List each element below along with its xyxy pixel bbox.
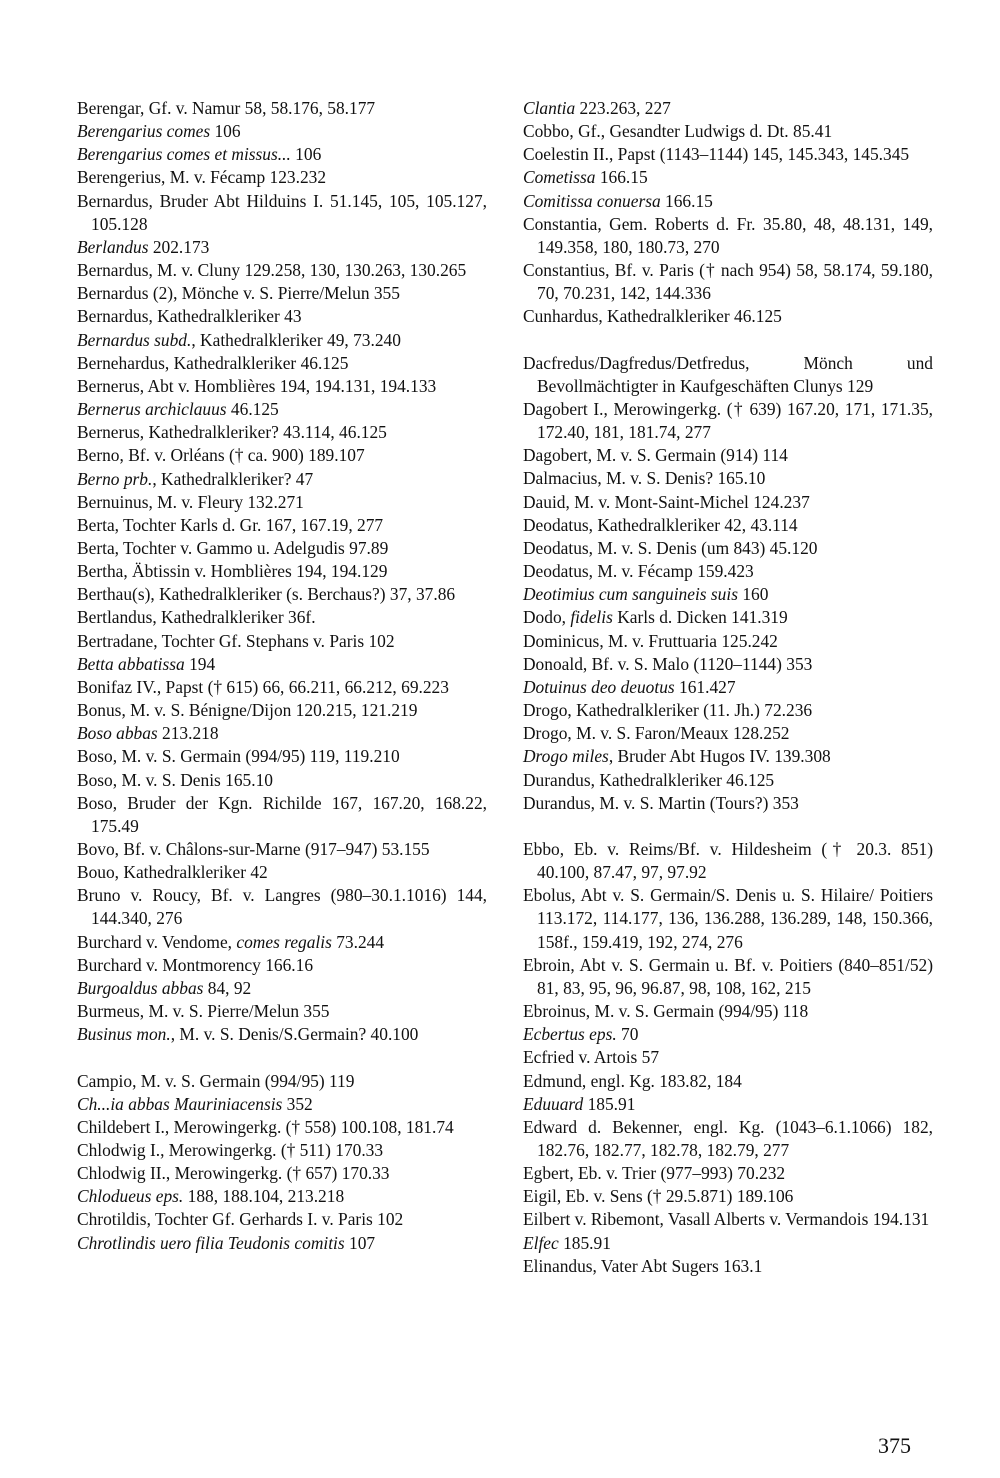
entry-text: Bernehardus, Kathedralkleriker 46.125 <box>77 352 349 373</box>
index-entry <box>523 745 933 768</box>
entry-italic-text: Berlandus <box>77 236 149 257</box>
entry-italic-text: Betta abbatissa <box>77 653 185 674</box>
entry-italic-text: Elfec <box>523 1232 559 1253</box>
index-entry <box>77 491 487 514</box>
entry-text: Burchard v. Montmorency 166.16 <box>77 954 314 975</box>
index-entry <box>523 630 933 653</box>
entry-text: Bernardus, Kathedralkleriker 43 <box>77 306 302 327</box>
entry-text: Bernardus, Bruder Abt Hilduins I. 51.145, 105, 105.127, 105.128 <box>77 190 487 234</box>
entry-text: Drogo, Kathedralkleriker (11. Jh.) 72.236 <box>523 700 813 721</box>
entry-text: Bernerus, Kathedralkleriker? 43.114, 46.125 <box>77 422 387 443</box>
index-entry <box>77 444 487 467</box>
entry-text: 352 <box>282 1093 313 1114</box>
index-entry <box>523 653 933 676</box>
index-entry <box>77 861 487 884</box>
entry-text: , M. v. S. Denis/S.Germain? 40.100 <box>170 1024 419 1045</box>
entry-text: , Kathedralkleriker 49, 73.240 <box>191 329 401 350</box>
index-entry <box>77 1093 487 1116</box>
entry-text: 223.263, 227 <box>575 98 671 118</box>
entry-text: 188, 188.104, 213.218 <box>183 1186 345 1207</box>
index-entry <box>77 977 487 1000</box>
index-entry <box>77 792 487 838</box>
entry-text: Boso, Bruder der Kgn. Richilde 167, 167.20, 168.22, 175.49 <box>77 792 487 836</box>
entry-text: Deodatus, M. v. Fécamp 159.423 <box>523 561 754 582</box>
index-entry <box>523 884 933 953</box>
index-entry <box>523 792 933 815</box>
index-entry <box>77 282 487 305</box>
entry-text: 46.125 <box>226 399 279 420</box>
entry-text: Bertha, Äbtissin v. Homblières 194, 194.129 <box>77 561 388 582</box>
entry-text: Burchard v. Vendome, <box>77 931 237 952</box>
index-entry <box>77 236 487 259</box>
entry-text: 185.91 <box>583 1093 636 1114</box>
page-number: 375 <box>878 1433 911 1458</box>
index-entry <box>77 120 487 143</box>
index-entry <box>77 931 487 954</box>
index-entry <box>77 1162 487 1185</box>
entry-text: Dagobert I., Merowingerkg. († 639) 167.20, 171, 171.35, 172.40, 181, 181.74, 277 <box>523 399 933 443</box>
entry-text: Bonifaz IV., Papst († 615) 66, 66.211, 66.212, 69.223 <box>77 676 449 697</box>
entry-text: Deodatus, Kathedralkleriker 42, 43.114 <box>523 514 798 535</box>
entry-text: 73.244 <box>331 931 385 952</box>
entry-text: Cunhardus, Kathedralkleriker 46.125 <box>523 306 782 327</box>
entry-italic-text: Comitissa conuersa <box>523 190 661 211</box>
index-entry <box>523 560 933 583</box>
entry-text: Ebolus, Abt v. S. Germain/S. Denis u. S. Hilaire/ Poitiers 113.172, 114.177, 136, 136.288, 136.289, 148, 150.366, 158f., 159.419, 192, 274, 276 <box>523 885 933 952</box>
entry-text: Chlodwig I., Merowingerkg. († 511) 170.33 <box>77 1140 384 1161</box>
entry-text: Berengar, Gf. v. Namur 58, 58.176, 58.177 <box>77 98 376 118</box>
index-entry <box>77 1023 487 1046</box>
index-entry <box>77 1070 487 1093</box>
index-entry <box>77 537 487 560</box>
entry-text: 166.15 <box>660 190 713 211</box>
index-entry <box>77 560 487 583</box>
index-entry <box>523 583 933 606</box>
entry-text: Bruno v. Roucy, Bf. v. Langres (980–30.1.1016) 144, 144.340, 276 <box>77 885 487 929</box>
entry-italic-text: Burgoaldus abbas <box>77 977 204 998</box>
entry-text: Ebroin, Abt v. S. Germain u. Bf. v. Poitiers (840–851/52) 81, 83, 95, 96, 96.87, 98, 108, 162, 215 <box>523 954 933 998</box>
entry-text: Dacfredus/Dagfredus/Detfredus, Mönch und Bevollmächtigter in Kaufgeschäften Clunys 129 <box>523 352 933 396</box>
index-entry <box>77 1232 487 1255</box>
entry-text: Berno, Bf. v. Orléans († ca. 900) 189.107 <box>77 445 365 466</box>
entry-text: Ebbo, Eb. v. Reims/Bf. v. Hildesheim († 20.3. 851) 40.100, 87.47, 97, 97.92 <box>523 838 933 883</box>
entry-text: Berengerius, M. v. Fécamp 123.232 <box>77 167 327 188</box>
index-entry <box>523 1162 933 1185</box>
entry-italic-text: Ch...ia abbas Mauriniacensis <box>77 1093 283 1114</box>
entry-text: 106 <box>210 121 241 142</box>
entry-text: Durandus, M. v. S. Martin (Tours?) 353 <box>523 792 799 813</box>
entry-text: 194 <box>184 653 216 674</box>
entry-text: Deodatus, M. v. S. Denis (um 843) 45.120 <box>523 537 818 558</box>
entry-text: Campio, M. v. S. Germain (994/95) 119 <box>77 1070 355 1091</box>
index-entry <box>77 699 487 722</box>
entry-text: Burmeus, M. v. S. Pierre/Melun 355 <box>77 1001 330 1022</box>
entry-text: Berta, Tochter v. Gammo u. Adelgudis 97.89 <box>77 537 389 558</box>
index-entry <box>77 722 487 745</box>
index-entry <box>523 305 933 328</box>
entry-text: Egbert, Eb. v. Trier (977–993) 70.232 <box>523 1163 786 1184</box>
entry-text: Coelestin II., Papst (1143–1144) 145, 145.343, 145.345 <box>523 144 910 165</box>
entry-text: 161.427 <box>674 676 736 697</box>
entry-text: 213.218 <box>157 723 219 744</box>
entry-text: 70 <box>616 1024 639 1045</box>
entry-text: Dodo, <box>523 607 571 628</box>
index-entry <box>77 769 487 792</box>
entry-text: Bovo, Bf. v. Châlons-sur-Marne (917–947) 53.155 <box>77 839 430 859</box>
entry-italic-text: fidelis <box>570 607 613 628</box>
entry-text: Eilbert v. Ribemont, Vasall Alberts v. Vermandois 194.131 <box>523 1209 930 1230</box>
entry-italic-text: Chlodueus eps. <box>77 1186 184 1207</box>
entry-text: 107 <box>344 1232 376 1253</box>
index-entry <box>523 1023 933 1046</box>
entry-text: Boso, M. v. S. Germain (994/95) 119, 119.210 <box>77 746 400 767</box>
entry-text: , Bruder Abt Hugos IV. 139.308 <box>608 746 831 767</box>
index-entry <box>523 166 933 189</box>
index-entry <box>523 398 933 444</box>
index-entry <box>523 699 933 722</box>
index-entry <box>523 514 933 537</box>
index-entry <box>523 606 933 629</box>
index-entry <box>77 1185 487 1208</box>
index-entry <box>523 1046 933 1069</box>
index-column-left <box>77 97 487 1255</box>
entry-text: Donoald, Bf. v. S. Malo (1120–1144) 353 <box>523 653 813 674</box>
index-entry <box>523 467 933 490</box>
index-entry <box>77 1116 487 1139</box>
entry-text: Bertlandus, Kathedralkleriker 36f. <box>77 607 316 628</box>
index-entry <box>523 1070 933 1093</box>
index-entry <box>77 398 487 421</box>
index-entry <box>77 468 487 491</box>
entry-italic-text: Bernardus subd. <box>77 329 192 350</box>
entry-text: Chrotildis, Tochter Gf. Gerhards I. v. Paris 102 <box>77 1209 404 1230</box>
index-entry <box>523 120 933 143</box>
entry-italic-text: Boso abbas <box>77 723 158 744</box>
index-entry <box>77 190 487 236</box>
entry-text: Dagobert, M. v. S. Germain (914) 114 <box>523 445 788 466</box>
entry-text: Childebert I., Merowingerkg. († 558) 100.108, 181.74 <box>77 1116 454 1137</box>
entry-text: Chlodwig II., Merowingerkg. († 657) 170.33 <box>77 1163 390 1184</box>
entry-italic-text: Berengarius comes et missus... <box>77 144 291 165</box>
index-entry <box>77 329 487 352</box>
entry-text: Bernardus, M. v. Cluny 129.258, 130, 130.263, 130.265 <box>77 260 467 281</box>
entry-text: Edward d. Bekenner, engl. Kg. (1043–6.1.1066) 182, 182.76, 182.77, 182.78, 182.79, 277 <box>523 1116 933 1160</box>
index-entry <box>77 583 487 606</box>
index-entry <box>523 769 933 792</box>
entry-italic-text: comes regalis <box>236 931 332 952</box>
index-entry <box>523 954 933 1000</box>
index-entry <box>77 884 487 930</box>
entry-italic-text: Dotuinus deo deuotus <box>523 676 675 697</box>
entry-text: Bernerus, Abt v. Homblières 194, 194.131, 194.133 <box>77 375 437 396</box>
entry-text: 160 <box>737 584 769 605</box>
entry-text: Dauid, M. v. Mont-Saint-Michel 124.237 <box>523 491 810 512</box>
entry-text: Ebroinus, M. v. S. Germain (994/95) 118 <box>523 1001 809 1022</box>
entry-text: 166.15 <box>595 167 648 188</box>
index-entry <box>523 676 933 699</box>
entry-italic-text: Ecbertus eps. <box>523 1024 617 1045</box>
entry-text: Dominicus, M. v. Fruttuaria 125.242 <box>523 630 778 651</box>
entry-text: Berthau(s), Kathedralkleriker (s. Berchaus?) 37, 37.86 <box>77 584 456 605</box>
entry-text: Karls d. Dicken 141.319 <box>612 607 788 628</box>
index-entry <box>523 259 933 305</box>
entry-text: Bonus, M. v. S. Bénigne/Dijon 120.215, 121.219 <box>77 700 418 721</box>
entry-text: 84, 92 <box>203 977 252 998</box>
index-entry <box>77 954 487 977</box>
index-entry <box>77 1139 487 1162</box>
index-entry <box>77 606 487 629</box>
index-entry <box>523 352 933 398</box>
index-entry <box>77 143 487 166</box>
index-entry <box>523 1232 933 1255</box>
entry-text: Constantius, Bf. v. Paris († nach 954) 58, 58.174, 59.180, 70, 70.231, 142, 144.336 <box>523 260 933 304</box>
index-entry <box>523 1000 933 1023</box>
index-entry <box>523 143 933 166</box>
entry-text: Bernuinus, M. v. Fleury 132.271 <box>77 491 304 512</box>
index-entry <box>77 352 487 375</box>
entry-text: Ecfried v. Artois 57 <box>523 1047 660 1068</box>
index-entry <box>523 491 933 514</box>
index-entry <box>77 259 487 282</box>
entry-text: Bertradane, Tochter Gf. Stephans v. Paris 102 <box>77 630 395 651</box>
entry-text: Elinandus, Vater Abt Sugers 163.1 <box>523 1255 763 1276</box>
index-entry <box>77 1000 487 1023</box>
entry-italic-text: Bernerus archiclauus <box>77 399 227 420</box>
entry-italic-text: Berno prb. <box>77 468 153 489</box>
entry-text: 185.91 <box>558 1232 611 1253</box>
index-entry <box>77 97 487 120</box>
entry-text: 106 <box>290 144 322 165</box>
entry-text: Eigil, Eb. v. Sens († 29.5.871) 189.106 <box>523 1186 794 1207</box>
index-entry <box>523 1208 933 1231</box>
index-entry <box>77 1208 487 1231</box>
entry-italic-text: Businus mon. <box>77 1024 171 1045</box>
entry-italic-text: Eduuard <box>523 1093 584 1114</box>
entry-italic-text: Deotimius cum sanguineis suis <box>523 584 738 605</box>
entry-text: Bernardus (2), Mönche v. S. Pierre/Melun 355 <box>77 283 400 304</box>
entry-italic-text: Cometissa <box>523 167 596 188</box>
index-entry <box>523 722 933 745</box>
index-entry <box>523 1116 933 1162</box>
index-entry <box>77 305 487 328</box>
index-entry <box>523 444 933 467</box>
entry-text: Boso, M. v. S. Denis 165.10 <box>77 769 273 790</box>
entry-text: Constantia, Gem. Roberts d. Fr. 35.80, 48, 48.131, 149, 149.358, 180, 180.73, 270 <box>523 213 933 257</box>
index-entry <box>77 514 487 537</box>
index-entry <box>523 537 933 560</box>
index-entry <box>77 166 487 189</box>
entry-italic-text: Chrotlindis uero filia Teudonis comitis <box>77 1232 345 1253</box>
index-entry <box>523 213 933 259</box>
index-entry <box>77 838 487 861</box>
entry-text: Durandus, Kathedralkleriker 46.125 <box>523 769 775 790</box>
entry-text: 202.173 <box>148 236 210 257</box>
entry-text: Cobbo, Gf., Gesandter Ludwigs d. Dt. 85.41 <box>523 121 833 142</box>
entry-text: Bouo, Kathedralkleriker 42 <box>77 862 268 883</box>
index-entry <box>77 745 487 768</box>
index-entry <box>523 1093 933 1116</box>
entry-text: Drogo, M. v. S. Faron/Meaux 128.252 <box>523 723 790 744</box>
index-entry <box>77 630 487 653</box>
entry-text: Edmund, engl. Kg. 183.82, 184 <box>523 1070 742 1091</box>
index-entry <box>523 838 933 884</box>
entry-italic-text: Drogo miles <box>523 746 609 767</box>
index-entry <box>523 1255 933 1278</box>
entry-italic-text: Clantia <box>523 98 576 118</box>
entry-italic-text: Berengarius comes <box>77 121 211 142</box>
index-entry <box>77 653 487 676</box>
index-entry <box>523 190 933 213</box>
entry-text: Dalmacius, M. v. S. Denis? 165.10 <box>523 468 766 489</box>
entry-text: Berta, Tochter Karls d. Gr. 167, 167.19, 277 <box>77 514 384 535</box>
index-entry <box>77 375 487 398</box>
index-entry <box>77 676 487 699</box>
index-entry <box>523 97 933 120</box>
index-column-right <box>523 97 933 1278</box>
index-entry <box>77 421 487 444</box>
entry-text: , Kathedralkleriker? 47 <box>152 468 314 489</box>
index-entry <box>523 1185 933 1208</box>
